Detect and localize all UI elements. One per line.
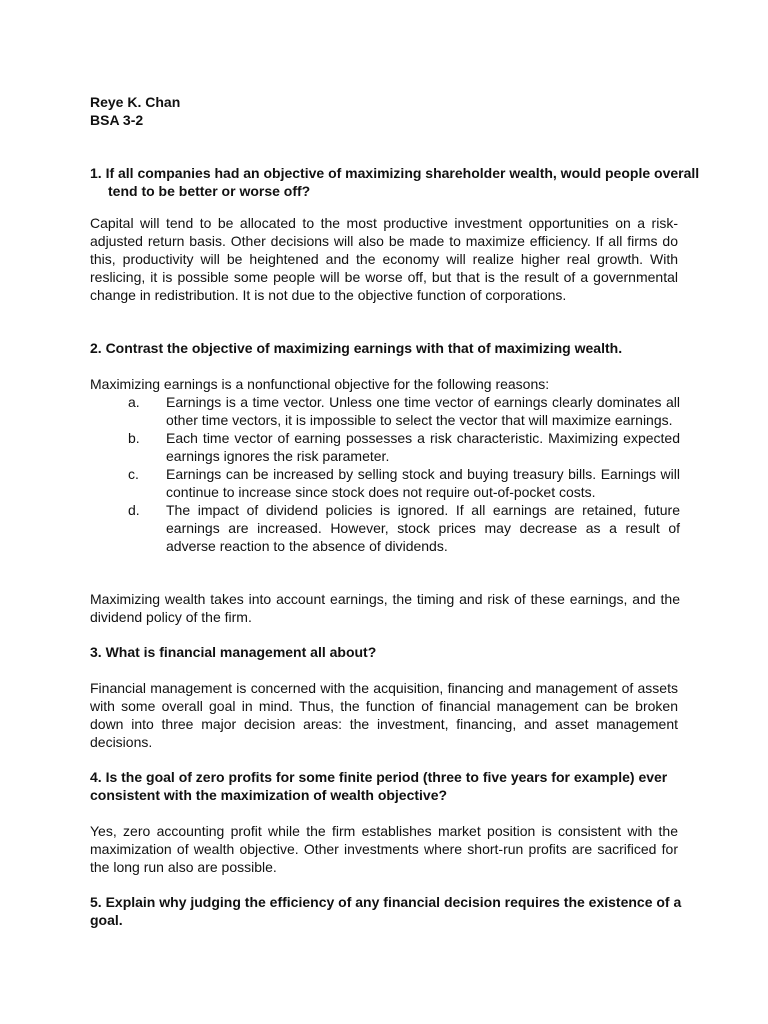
student-name: Reye K. Chan (90, 94, 181, 110)
list-item-text: The impact of dividend policies is ignored. If all earnings are retained, future earnings are increased. However, stock prices may decrease as a result of adverse reaction to the absence of dividends. (166, 502, 680, 554)
list-item-letter: d. (128, 502, 140, 518)
answer-2-conclusion: Maximizing wealth takes into account earnings, the timing and risk of these earnings, and the dividend policy of the firm. (90, 591, 680, 625)
list-item (90, 465, 680, 501)
list-item-letter: c. (128, 466, 139, 482)
list-item-text: Earnings is a time vector. Unless one time vector of earnings clearly dominates all other time vectors, it is impossible to select the vector that will maximize earnings. (166, 394, 680, 428)
answer-1: Capital will tend to be allocated to the most productive investment opportunities on a risk-adjusted return basis. Other decisions will also be made to maximize efficiency. If all firms do this, productivity will be heightened and the economy will realize higher real growth. With reslicing, it is possible some people will be worse off, but that is the result of a governmental change in redistribution. It is not due to the objective function of corporations. (90, 215, 678, 303)
reasons-list (90, 393, 680, 555)
answer-4: Yes, zero accounting profit while the firm establishes market position is consistent with the maximization of wealth objective. Other investments where short-run profits are sacrificed for the long run also are possible. (90, 823, 678, 875)
list-item (90, 429, 680, 465)
document-header (90, 93, 180, 129)
question-1: 1. If all companies had an objective of maximizing shareholder wealth, would people overall tend to be better or worse off? (90, 165, 700, 199)
list-item-text: Each time vector of earning possesses a risk characteristic. Maximizing expected earnings ignores the risk parameter. (166, 430, 680, 464)
list-item-letter: b. (128, 430, 140, 446)
list-item (90, 501, 680, 555)
answer-3: Financial management is concerned with the acquisition, financing and management of assets with some overall goal in mind. Thus, the function of financial management can be broken down into three major decision areas: the investment, financing, and asset management decisions. (90, 680, 678, 750)
list-item-letter: a. (128, 394, 140, 410)
question-4: 4. Is the goal of zero profits for some finite period (three to five years for example) ever consistent with the maximization of wealth objective? (90, 769, 668, 803)
list-item (90, 393, 680, 429)
question-3: 3. What is financial management all about? (90, 644, 377, 660)
list-item-text: Earnings can be increased by selling stock and buying treasury bills. Earnings will continue to increase since stock does not require out-of-pocket costs. (166, 466, 680, 500)
answer-2-intro: Maximizing earnings is a nonfunctional objective for the following reasons: (90, 376, 550, 392)
student-section: BSA 3-2 (90, 112, 144, 128)
question-5: 5. Explain why judging the efficiency of any financial decision requires the existence of a goal. (90, 894, 682, 928)
question-2: 2. Contrast the objective of maximizing earnings with that of maximizing wealth. (90, 340, 623, 356)
